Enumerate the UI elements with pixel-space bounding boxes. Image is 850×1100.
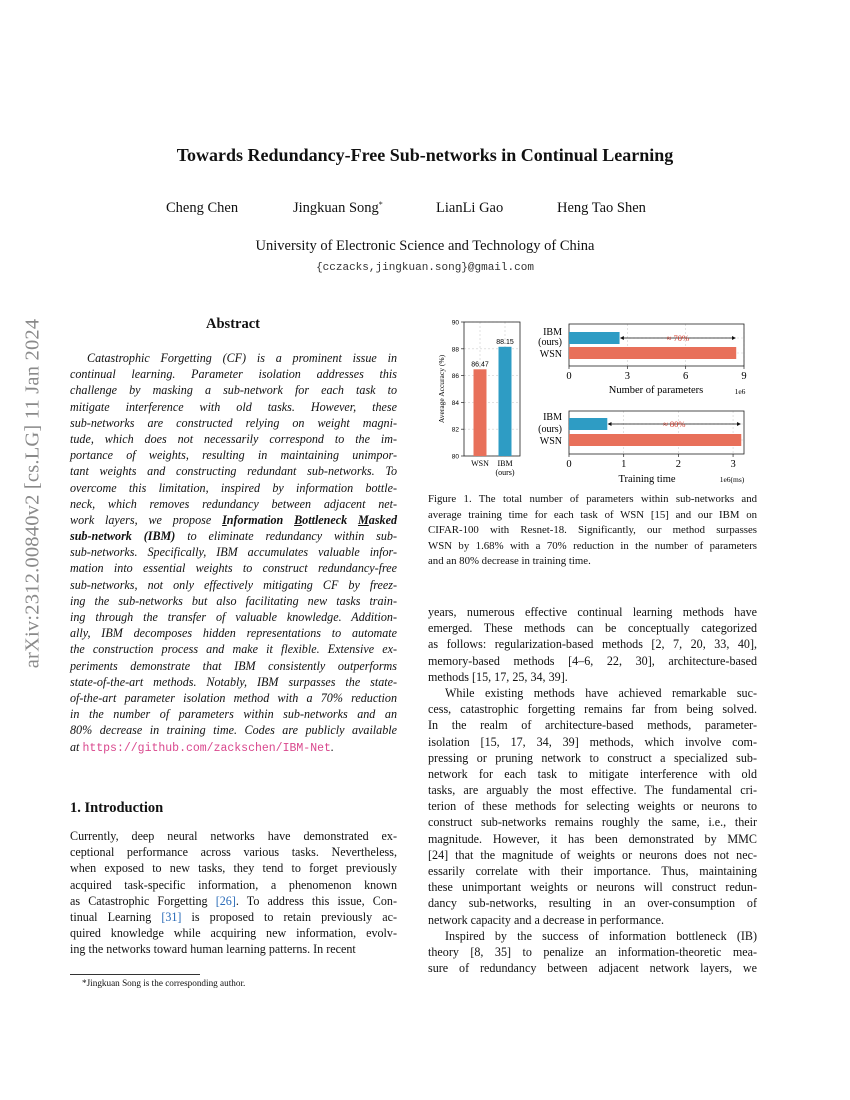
body-line: terion of these methods for selecting weights or neurons to	[428, 799, 757, 814]
abstract-line-tail: to eliminate redundancy within sub-	[175, 529, 397, 544]
intro-line: ceptional performance across various tasks. Nevertheless,	[70, 845, 397, 860]
bar-wsn-training-time	[569, 434, 741, 446]
intro-heading: 1. Introduction	[70, 800, 164, 816]
footnote-rule	[70, 974, 200, 975]
author-2-name: Jingkuan Song	[293, 200, 379, 216]
body-line: dancy sub-networks, resulting in an over-consumption of	[428, 896, 757, 911]
arxiv-stamp-text: arXiv:2312.00840v2 [cs.LG] 11 Jan 2024	[21, 318, 44, 668]
author-3: LianLi Gao	[436, 200, 504, 216]
accuracy-chart	[437, 320, 520, 478]
abstract-line: sub-networks are constructed relying on weight magni-	[70, 415, 397, 430]
author-1: Cheng Chen	[166, 200, 239, 216]
abstract-line: tant weights and constructing redundant sub-networks. To	[70, 464, 397, 479]
abstract-line: mitigate interference with old tasks. However, these	[70, 399, 397, 414]
author-mark: *	[378, 200, 383, 209]
author-4: Heng Tao Shen	[557, 200, 646, 216]
abstract-line: state-of-the-art methods. Notably, IBM surpasses the state-	[70, 674, 397, 689]
x-tick-label: 2	[675, 459, 681, 470]
ibm-letter: I	[222, 512, 227, 527]
parameters-axis-label: Number of parameters	[608, 385, 704, 396]
ibm-letter: M	[358, 512, 369, 527]
abstract-line: challenge by masking a sub-network for each task to	[70, 383, 397, 398]
body-line: In the realm of architecture-based methods, parameter-	[428, 718, 757, 733]
intro-line: when exposed to new tasks, they tend to forget previously	[70, 861, 397, 876]
bar-wsn-accuracy	[474, 369, 487, 456]
parameters-plot-frame	[569, 324, 744, 366]
training-time-reduction-label: ≈ 80%	[663, 419, 686, 429]
intro-line-head: as Catastrophic Forgetting	[70, 893, 216, 908]
abstract-line: ing through the transfer of valuable knowledge. Addition-	[70, 610, 397, 624]
intro-line-tail: . To address this issue, Con-	[235, 893, 397, 908]
training-time-scale-label: 1e6(ms)	[719, 475, 745, 484]
y-tick-label: 80	[451, 453, 459, 461]
bar-wsn-parameters	[569, 347, 736, 359]
right-column-body	[428, 604, 757, 976]
affiliation: University of Electronic Science and Technology of China	[255, 238, 595, 254]
intro-line-head: tinual Learning	[70, 909, 162, 924]
body-line: methods [15, 17, 25, 34, 39].	[428, 669, 568, 684]
intro-line-cite	[70, 893, 397, 909]
body-line: essarily correlate with their importance. Thus, maintaining	[428, 864, 757, 878]
x-tick-label: 1	[621, 459, 627, 470]
abstract-line-ibm-name	[70, 512, 397, 528]
intro-line-tail: is proposed to retain previously ac-	[181, 909, 397, 924]
citation-link[interactable]: [31]	[161, 909, 182, 924]
abstract-line: sub-networks. Specifically, IBM accumulates valuable infor-	[70, 545, 397, 560]
abstract-heading: Abstract	[206, 316, 260, 332]
y-tick-label: 88	[451, 346, 459, 354]
x-tick-label: 6	[683, 371, 689, 382]
abstract-line: periments demonstrate that IBM consistently outperforms	[70, 658, 397, 673]
body-line: network for each task to mitigate interference with old	[428, 766, 757, 781]
code-link[interactable]: https://github.com/zackschen/IBM-Net	[82, 741, 331, 755]
ibm-letter: B	[294, 512, 303, 527]
y-tick-label: 86	[451, 373, 459, 381]
author-2	[293, 200, 383, 217]
ibm-word: ottleneck	[302, 512, 359, 527]
accuracy-axis-label: Average Accuracy (%)	[437, 354, 446, 424]
paper-title: Towards Redundancy-Free Sub-networks in Continual Learning	[176, 145, 674, 165]
intro-line: quired knowledge while acquiring new information, evolv-	[70, 926, 397, 941]
body-line: emerged. These methods can be conceptually categorized	[428, 621, 757, 636]
body-line: these unimportant weights or neurons will construct redun-	[428, 880, 757, 895]
abstract-line: neck, which removes redundancy between adjacent net-	[70, 496, 397, 511]
body-line: magnitude. However, it has been demonstrated by MMC	[428, 831, 757, 846]
abstract-line: the construction process and make it flexible. Extensive ex-	[70, 642, 397, 657]
caption-line: and an 80% decrease in training time.	[428, 555, 591, 568]
intro-line: ing the networks toward human learning patterns. In recent	[70, 942, 356, 957]
tick-label-ibm: IBM	[497, 459, 513, 468]
caption-line: WSN by 1.68% with a 70% reduction in the number of parameters	[428, 539, 757, 552]
x-tick-label: 3	[624, 371, 630, 382]
email: {cczacks,jingkuan.song}@gmail.com	[316, 262, 534, 274]
ibm-name-rest: sub-network (IBM)	[70, 529, 176, 544]
abstract-line: portance of weights, resulting in maintaining unimpor-	[70, 448, 397, 463]
x-tick-label: 3	[730, 459, 736, 470]
ibm-word: asked	[368, 512, 397, 527]
abstract-line: sub-networks, not only effectively mitigating CF by freez-	[70, 577, 397, 592]
intro-line-cite	[70, 909, 397, 925]
abstract-line: ally, IBM decomposes hidden representations to automate	[70, 626, 397, 641]
caption-line: CIFAR-100 with Resnet-18. Significantly, our method surpasses	[428, 524, 757, 537]
body-line: network capacity and a decrease in performance.	[428, 912, 665, 927]
x-tick-label: 0	[566, 459, 572, 470]
intro-line: Currently, deep neural networks have demonstrated ex-	[70, 829, 397, 843]
abstract-body	[70, 350, 397, 755]
body-line: pressing or pruning network to construct a specialized sub-	[428, 750, 757, 765]
value-label-ibm: 88.15	[496, 338, 514, 346]
y-tick-label: 82	[451, 426, 459, 434]
training-time-axis-label: Training time	[618, 474, 676, 485]
arxiv-stamp	[16, 298, 50, 688]
intro-body	[70, 828, 397, 958]
training-time-plot-frame	[569, 411, 744, 454]
intro-line: acquired task-specific information, a phenomenon known	[70, 877, 397, 892]
abstract-end: .	[330, 739, 334, 754]
body-line: isolation [15, 17, 34, 39] methods, which involve com-	[428, 734, 757, 749]
footnote: *Jingkuan Song is the corresponding author.	[82, 978, 246, 988]
value-label-wsn: 86.47	[471, 361, 489, 369]
abstract-line-ibm	[70, 528, 397, 544]
body-line: as follows: regularization-based methods [2, 7, 20, 33, 40],	[428, 637, 757, 652]
body-line: [24] that the magnitude of weights or neurons does not nec-	[428, 847, 757, 862]
figure-caption	[428, 492, 757, 570]
figure-1	[428, 310, 768, 490]
bar-ibm-parameters	[569, 332, 620, 344]
body-line: Inspired by the success of information bottleneck (IB)	[445, 928, 757, 943]
y-label-wsn: WSN	[539, 436, 562, 447]
body-line: tasks, are arguably the most effective. The fundamental cri-	[428, 783, 757, 798]
bar-ibm-training-time	[569, 418, 607, 430]
caption-line: Figure 1. The total number of parameters within sub-networks and	[428, 493, 757, 505]
parameters-chart	[538, 324, 747, 396]
abstract-line: Catastrophic Forgetting (CF) is a prominent issue in	[87, 351, 397, 365]
y-label-ibm: IBM	[543, 412, 562, 423]
y-label-wsn: WSN	[539, 349, 562, 360]
body-line: While existing methods have achieved remarkable suc-	[445, 685, 757, 700]
tick-label-wsn: WSN	[471, 459, 489, 468]
abstract-line: mation into essential weights to construct redundancy-free	[70, 561, 397, 576]
abstract-line: in the number of parameters within sub-networks and an	[70, 707, 397, 722]
citation-link[interactable]: [26]	[215, 893, 236, 908]
body-line: construct sub-networks remains roughly the same, i.e., their	[428, 815, 757, 830]
abstract-line: 80% decrease in training time. Codes are publicly available	[70, 723, 397, 738]
y-label-ours: (ours)	[538, 337, 562, 348]
training-time-chart	[538, 411, 745, 485]
body-line: theory [8, 35] to penalize an information-theoretic mea-	[428, 944, 757, 959]
y-tick-label: 84	[451, 399, 459, 407]
abstract-line: continual learning. Parameter isolation addresses this	[70, 367, 397, 382]
abstract-line: overcome this limitation, inspired by information bottle-	[70, 480, 397, 495]
abstract-line: tude, which does not necessarily correspond to the im-	[70, 431, 397, 446]
y-label-ours: (ours)	[538, 424, 562, 435]
abstract-line: of-the-art parameter isolation method with a 70% reduction	[70, 690, 397, 705]
body-line: memory-based methods [4–6, 22, 30], architecture-based	[428, 653, 757, 668]
abstract-line-url	[70, 739, 397, 755]
parameters-reduction-label: ≈ 70%	[666, 333, 690, 343]
bar-ibm-accuracy	[499, 347, 512, 456]
caption-line: average training time for each task of WSN [15] and our IBM on	[428, 508, 757, 521]
x-tick-label: 9	[741, 371, 747, 382]
parameters-scale-label: 1e6	[734, 387, 746, 396]
body-line: years, numerous effective continual learning methods have	[428, 605, 757, 619]
tick-label-ours: (ours)	[495, 468, 515, 477]
body-line: sure of redundancy between adjacent network layers, we	[428, 961, 757, 976]
abstract-line-head: work layers, we propose	[70, 512, 212, 527]
y-label-ibm: IBM	[543, 327, 562, 338]
abstract-line: ing the sub-networks but also facilitating new tasks train-	[70, 593, 397, 608]
y-tick-label: 90	[451, 319, 459, 327]
x-tick-label: 0	[566, 371, 572, 382]
ibm-word: nformation	[226, 512, 295, 527]
abstract-line-at: at	[70, 739, 80, 754]
body-line: cess, catastrophic forgetting remains far from being solved.	[428, 702, 757, 717]
